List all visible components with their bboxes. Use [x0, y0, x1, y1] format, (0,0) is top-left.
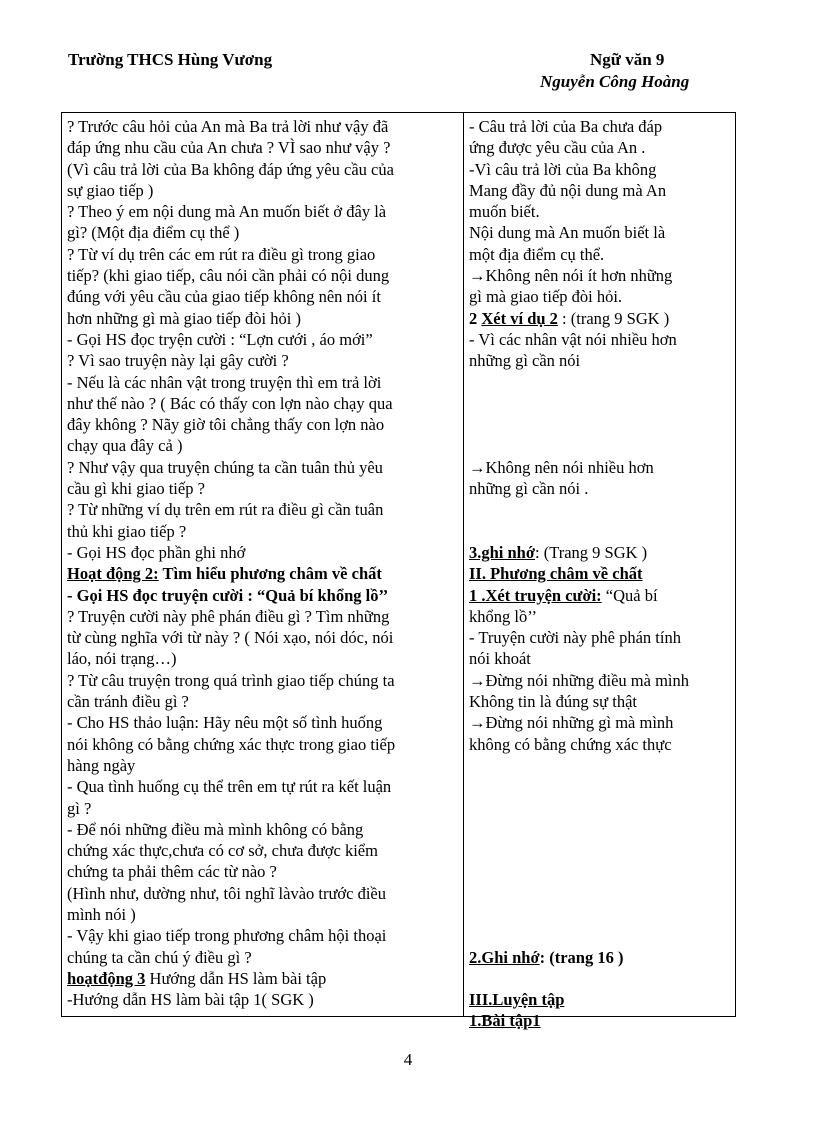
- right-spacer: [469, 755, 731, 776]
- lesson-table: [61, 112, 736, 1031]
- right-spacer: [469, 883, 731, 904]
- right-spacer: [469, 499, 731, 520]
- story-heading: [469, 585, 731, 606]
- right-spacer: [469, 819, 731, 840]
- teacher-activities-column: [67, 116, 457, 1010]
- right-spacer: [469, 904, 731, 925]
- right-line: - Vì các nhân vật nói nhiều hơn: [469, 329, 677, 349]
- right-line: Không tin là đúng sự thật: [469, 692, 637, 712]
- left-line: ? Vì sao truyện này lại gây cười ?: [67, 351, 289, 371]
- story-title: “Quả bí: [601, 585, 658, 605]
- activity-3-label: hoạtđộng 3: [67, 968, 146, 988]
- example-2-label: Xét ví dụ 2: [481, 308, 558, 328]
- story-label: 1 .Xét truyện cười:: [469, 585, 602, 605]
- right-line: →Không nên nói ít hơn những: [469, 266, 673, 286]
- right-line: gì mà giao tiếp đòi hỏi.: [469, 287, 623, 307]
- right-line: những gì cần nói .: [469, 479, 589, 499]
- right-line: →Không nên nói nhiều hơn: [469, 457, 654, 477]
- section-3-heading: III.Luyện tập: [469, 990, 565, 1010]
- left-line: như thế nào ? ( Bác có thấy con lợn nào chạy qua: [67, 393, 393, 413]
- left-line: hàng ngày: [67, 755, 136, 775]
- left-line: - Gọi HS đọc phần ghi nhớ: [67, 542, 246, 562]
- memo-3-label: 3.ghi nhớ: [469, 542, 535, 562]
- example-2-ref: : (trang 9 SGK ): [557, 308, 670, 328]
- activity-2-heading: [67, 563, 457, 584]
- column-divider: [463, 113, 464, 1016]
- right-line: khổng lồ’’: [469, 606, 537, 626]
- subject-label: Ngữ văn 9: [590, 50, 665, 69]
- left-line: gì ?: [67, 798, 92, 818]
- activity-2-title: Tìm hiểu phương châm về chất: [158, 564, 382, 584]
- left-line: sự giao tiếp ): [67, 180, 154, 200]
- right-spacer: [469, 968, 731, 989]
- left-line: ? Từ ví dụ trên các em rút ra điều gì trong giao: [67, 244, 376, 264]
- left-line: cần tránh điều gì ?: [67, 692, 189, 712]
- right-line: Nội dung mà An muốn biết là: [469, 223, 666, 243]
- left-line: ? Từ những ví dụ trên em rút ra điều gì cần tuân: [67, 500, 384, 520]
- right-spacer: [469, 435, 731, 456]
- memo-2-heading: [469, 947, 731, 968]
- right-spacer: [469, 861, 731, 882]
- memo-3-ref: : (Trang 9 SGK ): [535, 542, 648, 562]
- right-spacer: [469, 414, 731, 435]
- left-line: thủ khi giao tiếp ?: [67, 521, 187, 541]
- left-line: ? Từ câu truyện trong quá trình giao tiếp chúng ta: [67, 670, 395, 690]
- right-line: →Đừng nói những điều mà mình: [469, 670, 689, 690]
- left-line: ? Theo ý em nội dung mà An muốn biết ở đây là: [67, 202, 387, 222]
- right-spacer: [469, 925, 731, 946]
- author-name: Nguyễn Công Hoàng: [540, 72, 690, 91]
- left-line: gì? (Một địa điểm cụ thể ): [67, 223, 240, 243]
- left-line: ? Như vậy qua truyện chúng ta cần tuân thủ yêu: [67, 457, 383, 477]
- activity-2-label: Hoạt động 2:: [67, 564, 159, 584]
- left-line: ? Trước câu hỏi của An mà Ba trả lời như vậy đã: [67, 117, 389, 136]
- right-line: ứng được yêu cầu của An .: [469, 138, 646, 158]
- left-line: ? Truyện cười này phê phán điều gì ? Tìm những: [67, 606, 390, 626]
- right-line: muốn biết.: [469, 202, 540, 222]
- activity-3-title: Hướng dẫn HS làm bài tập: [145, 968, 327, 988]
- left-line: đáp ứng nhu cầu của An chưa ? VÌ sao như vậy ?: [67, 138, 391, 158]
- right-line: Mang đầy đủ nội dung mà An: [469, 180, 667, 200]
- exercise-1-heading: 1.Bài tập1: [469, 1011, 541, 1031]
- left-line: -Hướng dẫn HS làm bài tập 1( SGK ): [67, 990, 314, 1010]
- right-line: không có bằng chứng xác thực: [469, 734, 672, 754]
- right-spacer: [469, 798, 731, 819]
- left-line: mình nói ): [67, 904, 136, 924]
- right-line: một địa điểm cụ thể.: [469, 244, 605, 264]
- example-2-heading: [469, 308, 731, 329]
- left-line: (Hình như, dường như, tôi nghĩ làvào trước điều: [67, 883, 387, 903]
- right-spacer: [469, 776, 731, 797]
- left-line: chứng xác thực,chưa có cơ sở, chưa được kiểm: [67, 841, 378, 861]
- left-line: đúng với yêu cầu của giao tiếp không nên nói ít: [67, 287, 381, 307]
- left-line: - Để nói những điều mà mình không có bằng: [67, 819, 364, 839]
- page-number: 4: [403, 1050, 413, 1069]
- left-line: nói không có bằng chứng xác thực trong giao tiếp: [67, 734, 396, 754]
- left-line: - Vậy khi giao tiếp trong phương châm hội thoại: [67, 926, 387, 946]
- memo-2-ref: : (trang 16 ): [539, 947, 624, 967]
- right-line: nói khoát: [469, 649, 531, 669]
- left-line: chứng ta phải thêm các từ nào ?: [67, 862, 277, 882]
- school-name: Trường THCS Hùng Vương: [68, 50, 273, 69]
- section-2-heading: II. Phương châm về chất: [469, 564, 643, 584]
- example-2-number: 2: [469, 308, 482, 328]
- right-line: những gì cần nói: [469, 351, 581, 371]
- left-line: chúng ta cần chú ý điều gì ?: [67, 947, 252, 967]
- right-spacer: [469, 372, 731, 393]
- left-line: (Vì câu trả lời của Ba không đáp ứng yêu cầu của: [67, 159, 394, 179]
- left-line: láo, nói trạng…): [67, 649, 177, 669]
- left-line: - Gọi HS đọc truyện cười : “Quả bí khổng lồ’’: [67, 585, 389, 605]
- left-line: tiếp? (khi giao tiếp, câu nói cần phải có nội dung: [67, 266, 390, 286]
- activity-3-heading: [67, 968, 457, 989]
- right-line: - Câu trả lời của Ba chưa đáp: [469, 117, 663, 136]
- left-line: chạy qua đây cả ): [67, 436, 183, 456]
- memo-2-label: 2.Ghi nhớ: [469, 947, 540, 967]
- content-column: [469, 116, 731, 1032]
- right-line: →Đừng nói những gì mà mình: [469, 713, 674, 733]
- left-line: đây không ? Nãy giờ tôi chẳng thấy con lợn nào: [67, 415, 385, 435]
- left-line: cầu gì khi giao tiếp ?: [67, 479, 205, 499]
- right-spacer: [469, 393, 731, 414]
- left-line: từ cùng nghĩa với từ này ? ( Nói xạo, nói dóc, nói: [67, 628, 394, 648]
- right-line: - Truyện cười này phê phán tính: [469, 628, 681, 648]
- right-spacer: [469, 840, 731, 861]
- right-line: -Vì câu trả lời của Ba không: [469, 159, 657, 179]
- left-line: - Cho HS thảo luận: Hãy nêu một số tình huống: [67, 713, 383, 733]
- left-line: - Gọi HS đọc tryện cười : “Lợn cưới , áo mới”: [67, 329, 373, 349]
- left-line: - Nếu là các nhân vật trong truyện thì em trả lời: [67, 372, 382, 392]
- memo-3-heading: [469, 542, 731, 563]
- right-spacer: [469, 521, 731, 542]
- left-line: hơn những gì mà giao tiếp đòi hỏi ): [67, 308, 301, 328]
- left-line: - Qua tình huống cụ thể trên em tự rút ra kết luận: [67, 777, 392, 797]
